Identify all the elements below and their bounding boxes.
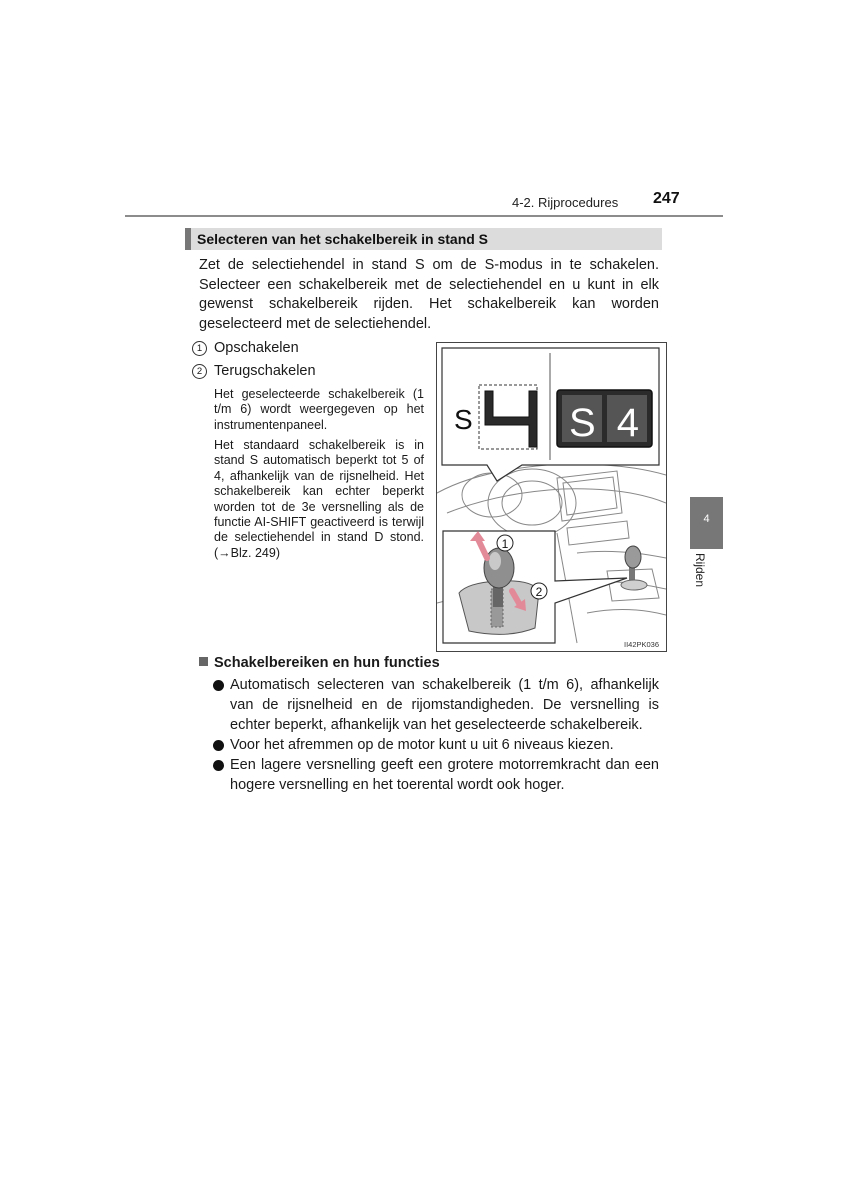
chapter-label: Rijden	[693, 553, 707, 588]
chapter-number: 4	[703, 513, 710, 525]
circled-number-1: 1	[192, 341, 207, 356]
list-item-label: Opschakelen	[214, 340, 299, 356]
note-paragraph: Het standaard schakelbereik is in stand S automatisch beperkt tot 5 of 4, afhankelijk van de rijsnelheid. Het schakelbereik kan echter beperkt worden tot de 3e versnelling als de functie AI-SHIFT geactiveerd is terwijl de selectiehendel in stand D stond. (→Blz. 249)	[214, 438, 424, 560]
bullet-dot-icon	[213, 680, 224, 691]
square-bullet-icon	[199, 657, 208, 666]
shift-lever-illustration	[436, 342, 667, 652]
section-heading-text: Selecteren van het schakelbereik in stand S	[197, 231, 489, 247]
bullet-item	[213, 675, 659, 735]
bullet-dot-icon	[213, 760, 224, 771]
list-item-upshift	[192, 340, 299, 356]
circled-number-2: 2	[192, 364, 207, 379]
chapter-tab	[690, 497, 723, 549]
bullet-item	[213, 735, 659, 755]
note-paragraph: Het geselecteerde schakelbereik (1 t/m 6) wordt weergegeven op het instrumentenpaneel.	[214, 387, 424, 432]
display-letter-s: S	[454, 404, 473, 435]
bullet-dot-icon	[213, 740, 224, 751]
page-number: 247	[653, 190, 680, 207]
bullet-text: Een lagere versnelling geeft een grotere motorremkracht dan een hogere versnelling en het toerental wordt ook hoger.	[230, 757, 659, 793]
header-section-title: 4-2. Rijprocedures	[512, 195, 619, 210]
section-heading-marker	[185, 228, 191, 250]
bullet-item	[213, 755, 659, 795]
callout-number-2: 2	[535, 585, 543, 599]
header-divider	[125, 215, 723, 217]
bullet-text: Automatisch selecteren van schakelbereik (1 t/m 6), afhankelijk van de rijsnelheid en de rijomstandigheden. De versnelling is echter beperkt, afhankelijk van het geselecteerde schakelbereik.	[230, 677, 659, 733]
illustration-drawing	[437, 343, 666, 651]
subsection-heading	[199, 655, 440, 671]
bullet-text: Voor het afremmen op de motor kunt u uit 6 niveaus kiezen.	[230, 737, 614, 753]
list-item-label: Terugschakelen	[214, 363, 316, 379]
gear-display-text: S 4	[568, 401, 640, 445]
figure-code: II42PK036	[624, 640, 660, 649]
callout-number-1: 1	[501, 537, 509, 551]
bullet-list	[213, 675, 659, 795]
list-item-downshift	[192, 363, 316, 379]
intro-paragraph: Zet de selectiehendel in stand S om de S-modus in te schakelen. Selecteer een schakelbereik met de selectiehendel en u kunt in elk gewenst schakelbereik rijden. Het schakelbereik kan worden geselecteerd met de selectiehendel.	[199, 257, 659, 332]
section-heading	[185, 228, 662, 250]
subsection-heading-text: Schakelbereiken en hun functies	[214, 655, 440, 671]
